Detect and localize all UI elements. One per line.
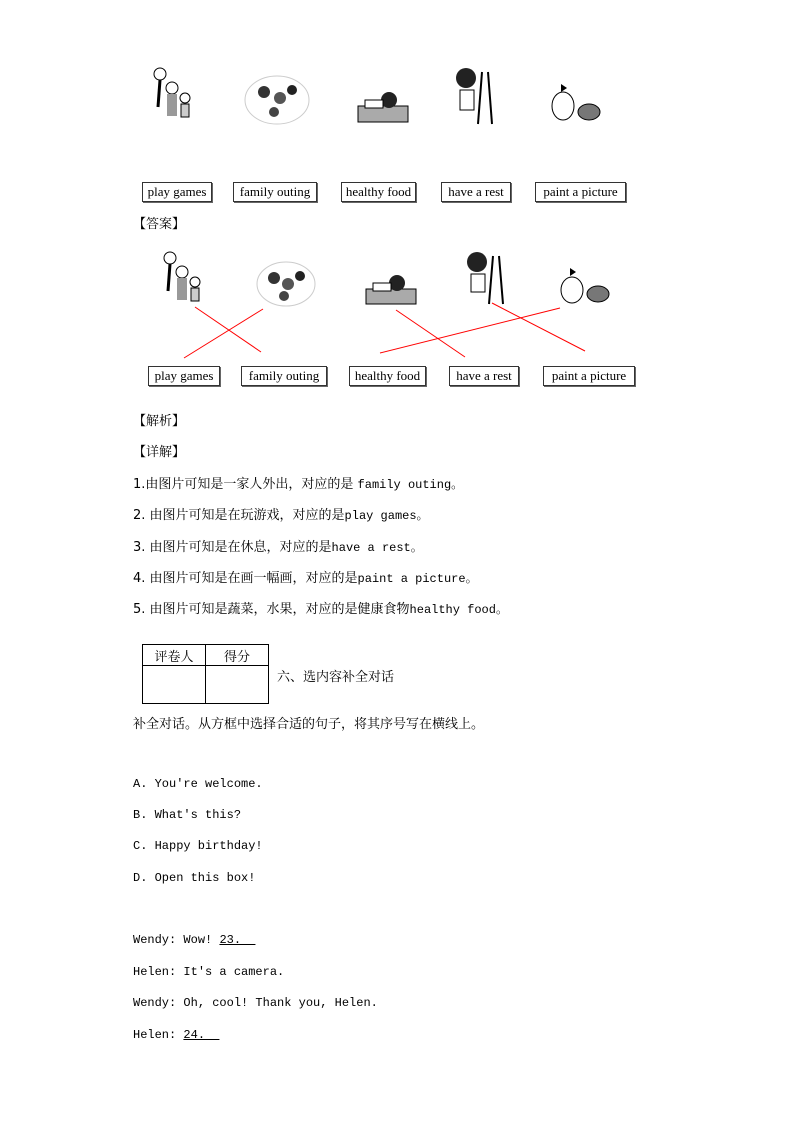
label-play-games: play games (142, 182, 212, 202)
label-family-outing: family outing (233, 182, 317, 202)
match-line-healthy-food (380, 308, 560, 353)
blank-24[interactable]: 24. (183, 1028, 220, 1042)
dialogue-line: Helen: It's a camera. (133, 965, 285, 979)
option-b: B. What's this? (133, 808, 242, 822)
option-d: D. Open this box! (133, 871, 256, 885)
dialogue-line: Wendy: Oh, cool! Thank you, Helen. (133, 996, 378, 1010)
option-c: C. Happy birthday! (133, 839, 263, 853)
section-title: 六、选内容补全对话 (277, 670, 395, 685)
match-line-paint-a-picture (492, 303, 585, 351)
match-line-have-a-rest (396, 310, 465, 357)
label-paint-a-picture: paint a picture (535, 182, 626, 202)
score-header: 得分 (206, 645, 269, 666)
detail-line: 4. 由图片可知是在画一幅画，对应的是paint a picture。 (133, 571, 478, 586)
answer-heading: 【答案】 (133, 217, 186, 232)
score-cell (206, 666, 269, 704)
instruction: 补全对话。从方框中选择合适的句子，将其序号写在横线上。 (133, 717, 485, 732)
dialogue-line: Helen: 24. (133, 1028, 220, 1042)
answer-label-healthy-food: healthy food (349, 366, 426, 386)
detail-line: 2. 由图片可知是在玩游戏，对应的是play games。 (133, 508, 429, 523)
matching-lines (0, 0, 794, 400)
detail-line: 3. 由图片可知是在休息，对应的是have a rest。 (133, 540, 423, 555)
answer-label-have-a-rest: have a rest (449, 366, 519, 386)
blank-23[interactable]: 23. (219, 933, 256, 947)
label-healthy-food: healthy food (341, 182, 416, 202)
answer-label-family-outing: family outing (241, 366, 327, 386)
grader-header: 评卷人 (143, 645, 206, 666)
label-have-a-rest: have a rest (441, 182, 511, 202)
detail-heading: 【详解】 (133, 445, 186, 460)
grader-cell (143, 666, 206, 704)
analysis-heading: 【解析】 (133, 414, 186, 429)
detail-line: 5. 由图片可知是蔬菜，水果，对应的是健康食物healthy food。 (133, 602, 508, 617)
match-line-play-games (184, 309, 263, 358)
answer-label-paint-a-picture: paint a picture (543, 366, 635, 386)
answer-label-play-games: play games (148, 366, 220, 386)
dialogue-line: Wendy: Wow! 23. (133, 933, 256, 947)
score-table (142, 644, 269, 704)
detail-line: 1.由图片可知是一家人外出，对应的是 family outing。 (133, 477, 464, 492)
option-a: A. You're welcome. (133, 777, 263, 791)
